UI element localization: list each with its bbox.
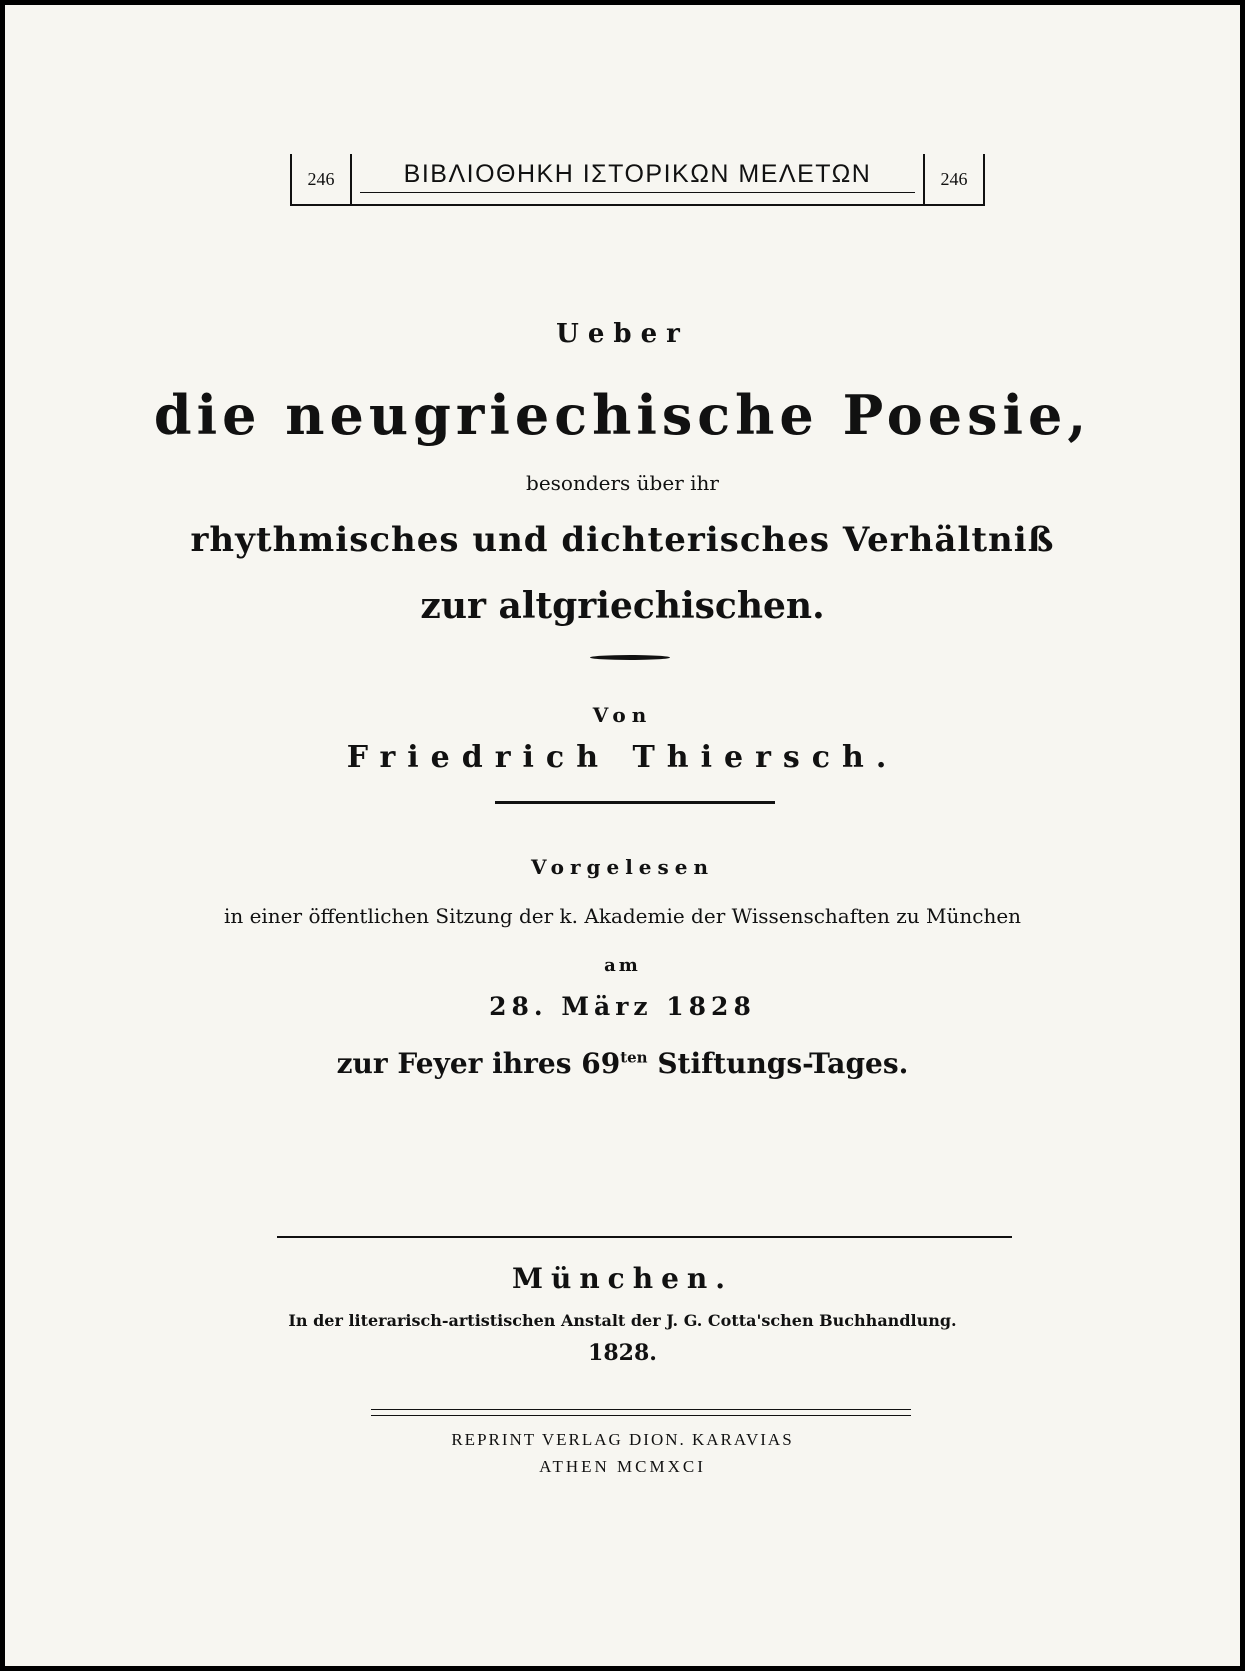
- main-title: die neugriechische Poesie,: [153, 383, 1092, 447]
- sitzung-line: in einer öffentlichen Sitzung der k. Akademie der Wissenschaften zu München: [223, 904, 1022, 928]
- imprint-publisher: In der literarisch-artistischen Anstalt der J. G. Cotta'schen Buchhandlung.: [288, 1311, 957, 1330]
- title-ueber: Ueber: [556, 319, 689, 349]
- series-underline: [360, 192, 915, 193]
- ornament-rule: [590, 655, 670, 660]
- title-page: [5, 5, 1240, 1666]
- von-label: Von: [592, 703, 653, 727]
- author-name: Friedrich Thiersch.: [346, 740, 899, 775]
- author-rule: [495, 801, 775, 804]
- series-title: ΒΙΒΛΙΟΘΗΚΗ ΙΣΤΟΡΙΚΩΝ ΜΕΛΕΤΩΝ: [403, 160, 872, 188]
- feier-line: [5, 1047, 1240, 1080]
- feier-post: Stiftungs-Tages.: [647, 1047, 909, 1080]
- reprint-publisher: REPRINT VERLAG DION. KARAVIAS: [451, 1430, 794, 1449]
- subtitle-rhythm: rhythmisches und dichterisches Verhältniß: [190, 520, 1055, 560]
- feier-superscript: ten: [620, 1048, 648, 1067]
- series-number-right: 246: [923, 154, 985, 204]
- series-header: [290, 154, 985, 206]
- reprint-rule-top: [371, 1409, 911, 1410]
- imprint-place: München.: [511, 1262, 734, 1295]
- am-label: am: [604, 955, 641, 976]
- imprint-year: 1828.: [588, 1340, 657, 1366]
- series-rule: [290, 204, 985, 206]
- lecture-date: 28. März 1828: [489, 992, 756, 1021]
- reprint-rule-bottom: [371, 1415, 911, 1416]
- feier-pre: zur Feyer ihres 69: [336, 1047, 621, 1080]
- reprint-place-year: ATHEN MCMXCI: [539, 1457, 706, 1476]
- imprint-rule: [277, 1236, 1012, 1238]
- subtitle-besonders: besonders über ihr: [526, 471, 719, 495]
- series-number-left: 246: [290, 154, 352, 204]
- vorgelesen-label: Vorgelesen: [530, 855, 715, 879]
- subtitle-zur: zur altgriechischen.: [420, 585, 825, 627]
